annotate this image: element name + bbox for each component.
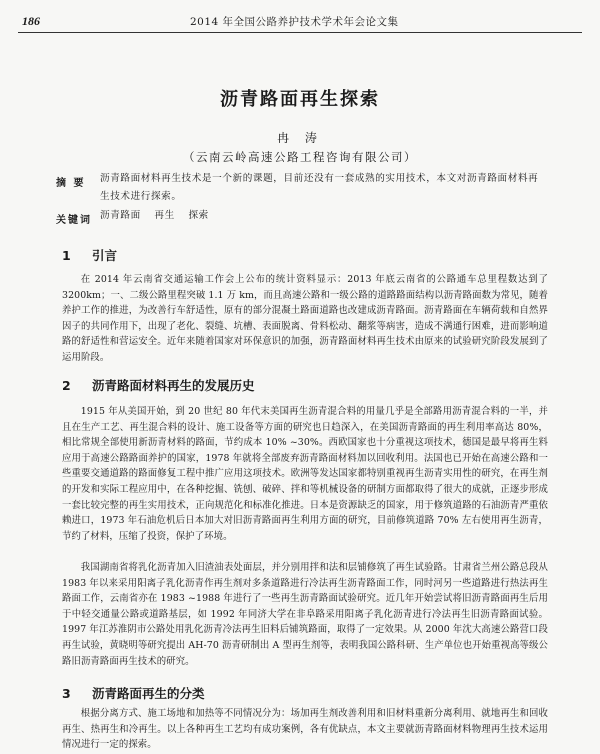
section-title: 引言 — [92, 248, 118, 263]
section-number: 3 — [62, 686, 71, 701]
page-number: 186 — [22, 14, 40, 28]
header-divider — [18, 32, 582, 33]
running-head: 2014 年全国公路养护技术学术年会论文集 — [190, 16, 399, 28]
section-title: 沥青路面材料再生的发展历史 — [92, 378, 255, 393]
body-paragraph: 根据分离方式、施工场地和加热等不同情况分为：场加再生剂改善利用和旧材料重新分离利用、就地再生和回收再生、热再生和冷再生。以上各种再生工艺均有成功案例，各有优缺点，本文主要就沥青路面材料物理再生技术运用情况进行一定的探索。 — [62, 708, 548, 751]
author-name: 冉 涛 — [277, 131, 323, 145]
keywords-text: 沥青路面 再生 探索 — [100, 210, 209, 221]
section-heading-intro — [62, 246, 117, 264]
page-header — [0, 14, 600, 30]
section-heading-classification — [62, 684, 205, 702]
abstract-text: 沥青路面材料再生技术是一个新的课题，目前还没有一套成熟的实用技术，本文对沥青路面材料再生技术进行探索。 — [100, 173, 539, 202]
body-paragraph: 1915 年从美国开始，到 20 世纪 80 年代末美国再生沥青混合料的用量几乎是全部路用沥青混合料的一半，并且在生产工艺、再生混合料的设计、施工设备等方面的研究也日趋深入，在美国沥青路面的再生利用率高达 80%，相比常规全部使用新沥青材料的路面，节约成本 10% ~30%。西欧国家也十分重视这项技术，德国是最早将再生料应用于高速公路路面养护的国家，1978 年就将全部废弃沥青路面材料加以回收利用。法国也已开始在高速公路和一些重要交通道路的路面修复工程中推广应用这项技术。欧洲等发达国家都特别重视再生沥青实用性的研究，在再生剂的开发和实际工程应用中，在各种挖掘、铣刨、破碎、拌和等机械设备的研制方面都取得了很大的成就，正逐步形成一套比较完整的再生实用技术，正向规范化和标准化推进。日本是资源缺乏的国家，用于修筑道路的石油沥青严重依赖进口，1973 年石油危机后日本加大对旧沥青路面再生利用方面的研究，目前修筑道路 70% 左右使用再生沥青，节约了材料，压缩了投资，保护了环境。 — [62, 406, 548, 542]
article-title: 沥青路面再生探索 — [220, 89, 380, 110]
section-title: 沥青路面再生的分类 — [92, 686, 205, 701]
section-heading-history — [62, 376, 255, 394]
section-number: 2 — [62, 378, 71, 393]
section-number: 1 — [62, 248, 71, 263]
abstract-label: 摘 要 — [56, 178, 86, 189]
keywords-label: 关键词 — [56, 215, 92, 226]
body-paragraph: 我国湖南省将乳化沥青加入旧渣油表处面层，并分别用拌和法和层铺修筑了再生试验路。甘肃省兰州公路总段从 1983 年以来采用阳离子乳化沥青作再生剂对多条道路进行冷法再生沥青路面工作，同时河另一些道路进行热法再生路面工作，云南省亦在 1983 ~1988 年进行了一些再生沥青路面试验研究。近几年开始尝试将旧沥青路面再生后用于中轻交通量公路或道路基层，如 1992 年同济大学在非阜路采用阳离子乳化沥青进行冷法再生旧沥青路面试验。1997 年江苏淮阴市公路处用乳化沥青冷法再生旧料后铺筑路面，取得了一定效果。从 2000 年沈大高速公路营口段再生试验，黄晓明等研究提出 AH-70 沥青研制出 A 型再生剂等，表明我国公路科研、生产单位也开始重视高等级公路旧沥青路面再生技术的研究。 — [62, 562, 548, 667]
author-affiliation: （云南云岭高速公路工程咨询有限公司） — [183, 150, 417, 164]
body-paragraph: 在 2014 年云南省交通运输工作会上公布的统计资料显示：2013 年底云南省的公路通车总里程数达到了 3200km；一、二级公路里程突破 1.1 万 km，而且高速公路和一级公路的道路路面结构以沥青路面数为常见，随着养护工作的推进，为改善行车舒适性，原有的部分混凝土路面道路也改建成沥青路面。沥青路面在车辆荷载和自然界因子的共同作用下，出现了老化、裂缝、坑槽、表面脱离、骨料松动、翻浆等病害，造成不满通行困难，进而影响道路的舒适性和营运安全。近年来随着国家对环保意识的加强，沥青路面材料再生技术由原来的试验研究阶段发展到了运用阶段。 — [62, 274, 548, 363]
